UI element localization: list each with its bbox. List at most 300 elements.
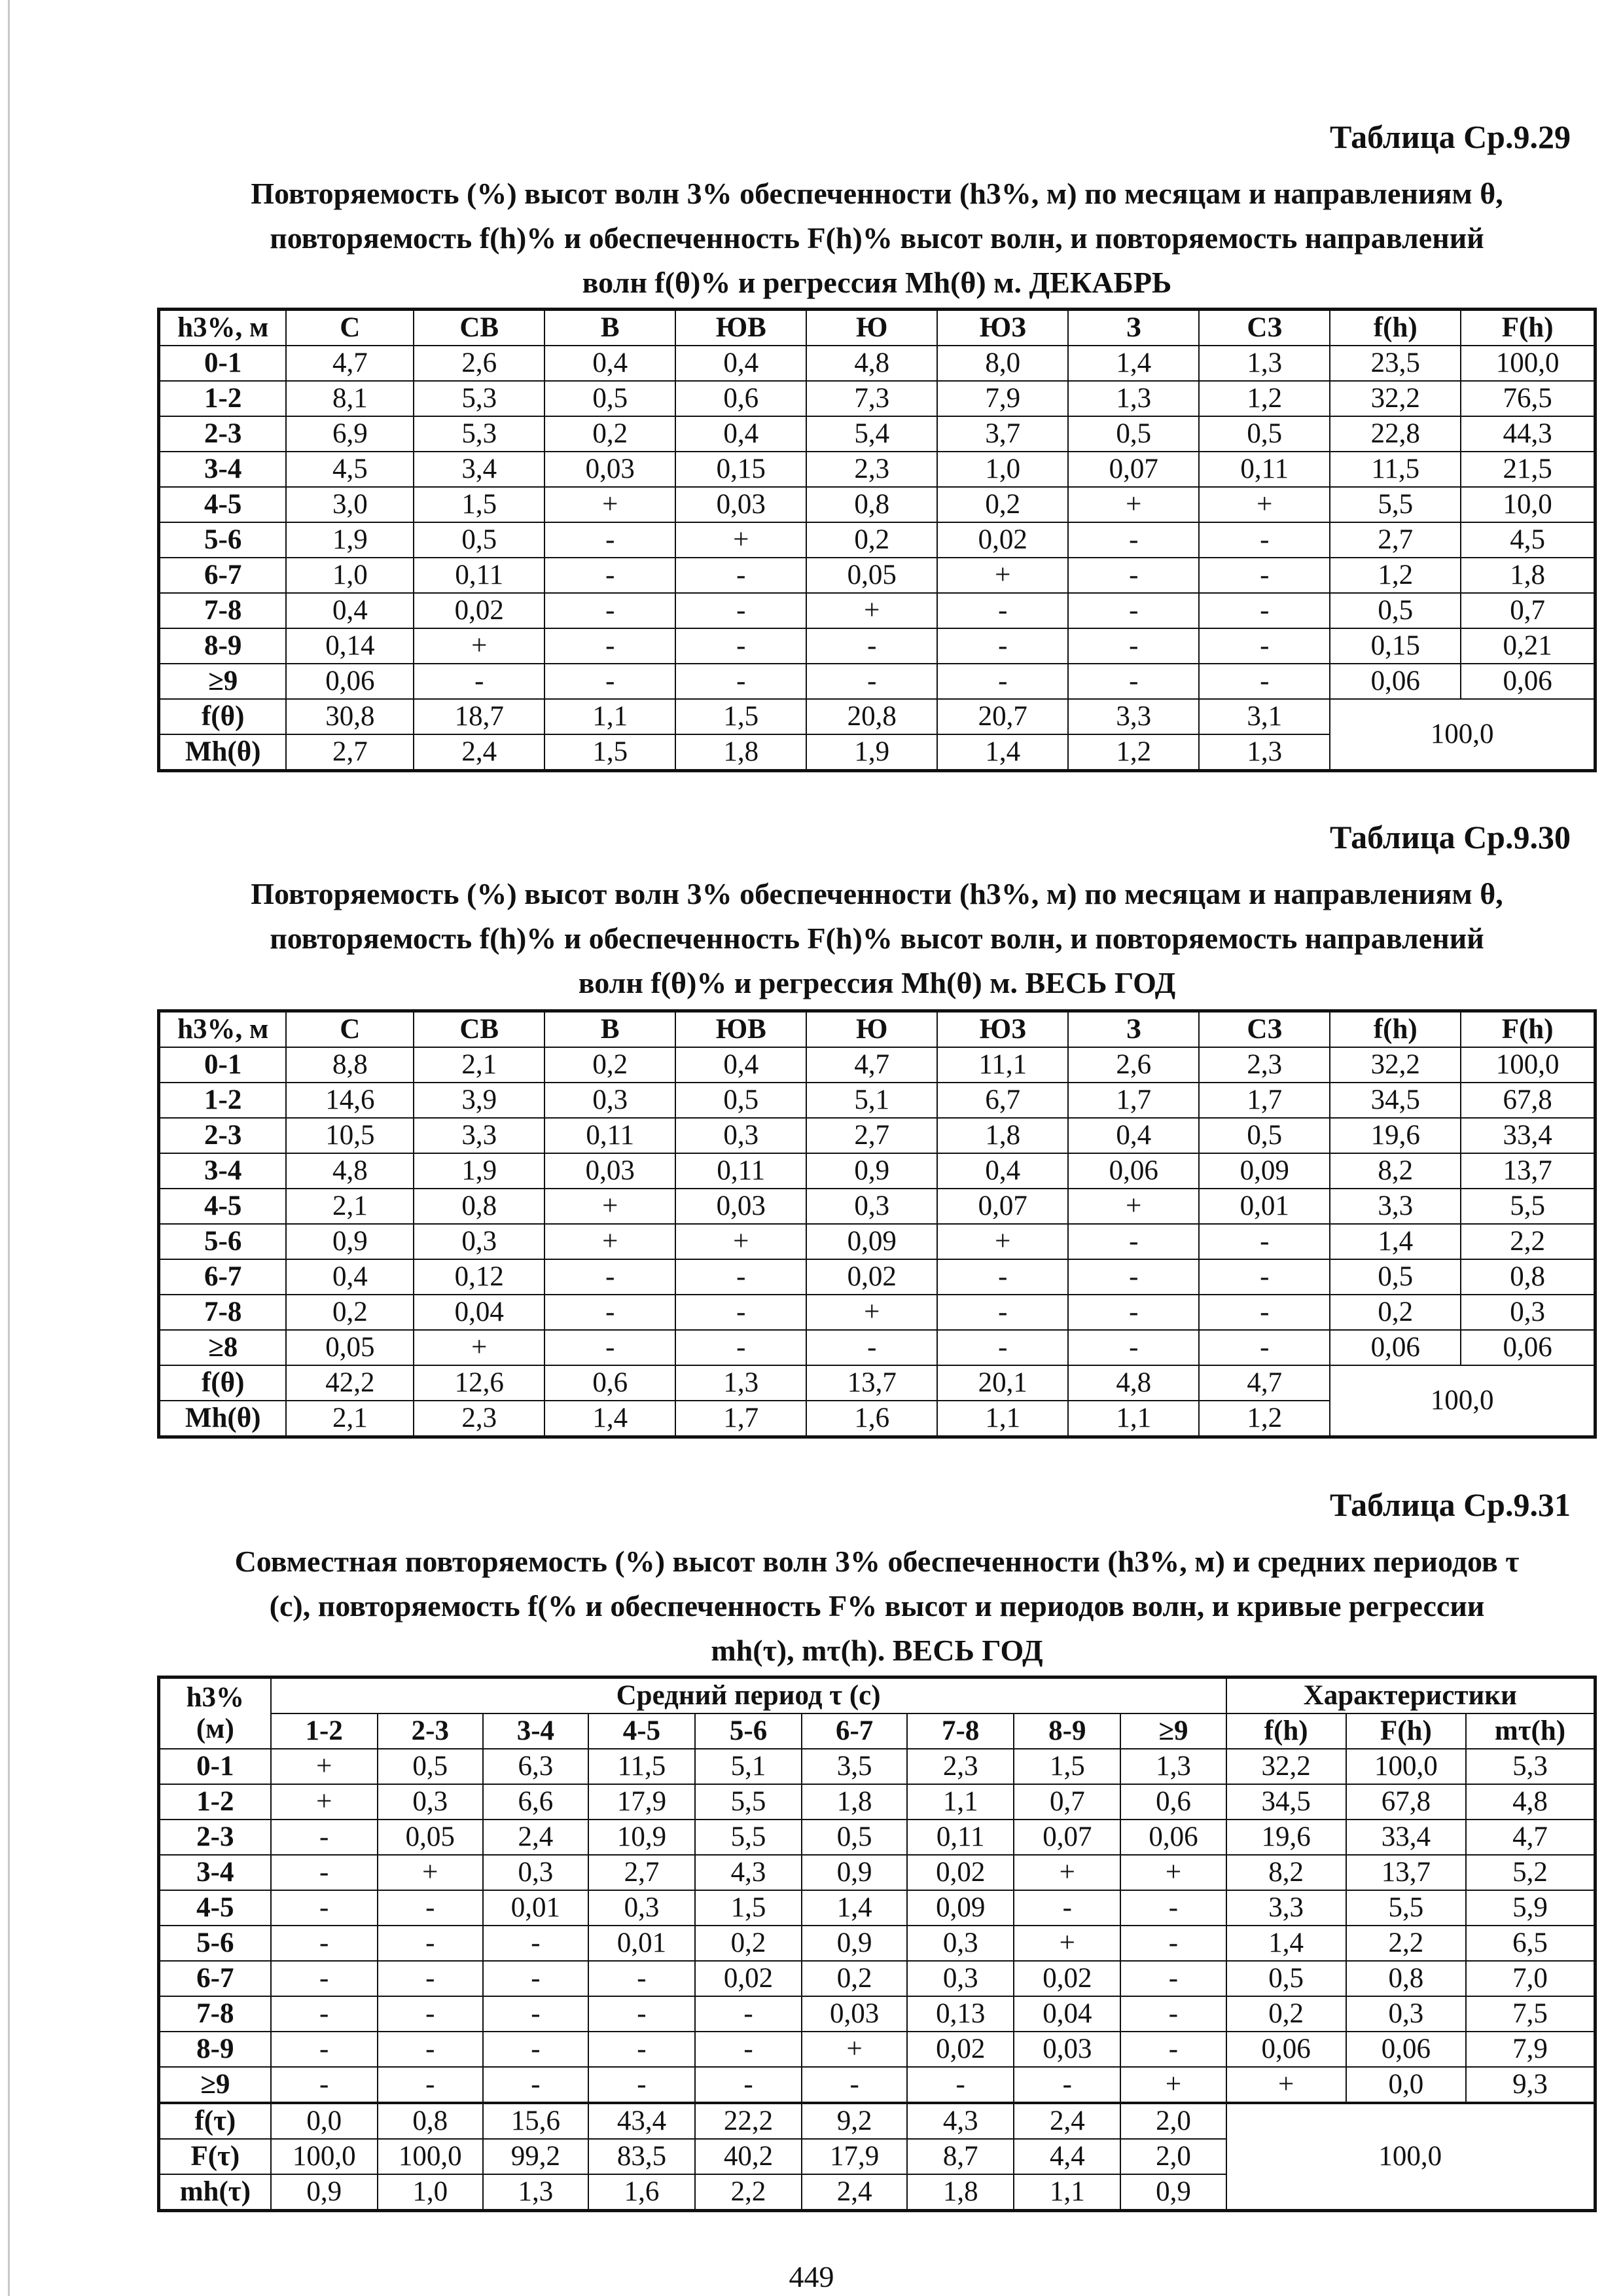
column-header: СЗ [1199,1011,1330,1048]
table-cell: 8,1 [286,381,414,416]
row-header: 4-5 [159,1189,287,1224]
table-cell: 20,7 [937,699,1068,734]
table-cell: 4,8 [806,346,937,381]
table-row [159,452,1596,487]
table-cell: 2,4 [802,2174,907,2211]
caption-line: волн f(θ)% и регрессия Mh(θ) м. ВЕСЬ ГОД [578,966,1176,999]
table-cell: - [588,2067,695,2103]
table-row [159,346,1596,381]
table-cell: - [675,664,806,699]
table-cell: - [271,1926,378,1961]
table-cell: - [483,1961,588,1996]
table-cell: 23,5 [1330,346,1461,381]
table-cell: 7,9 [1466,2032,1596,2067]
table-cell: 0,03 [544,452,675,487]
table-cell: 1,5 [414,487,544,522]
table-cell: + [1199,487,1330,522]
caption-line: Повторяемость (%) высот волн 3% обеспеченности (h3%, м) по месяцам и направлениям θ, [251,177,1503,210]
row-header: ≥8 [159,1330,287,1365]
table-cell: 1,2 [1068,734,1199,771]
table-cell: 5,9 [1466,1890,1596,1926]
table-cell: 4,3 [907,2103,1014,2139]
row-header: 2-3 [159,416,287,452]
table-cell: 1,2 [1199,381,1330,416]
table-row [159,1749,1596,1784]
table-cell: 83,5 [588,2139,695,2174]
table-cell: - [378,1890,483,1926]
table-row [159,416,1596,452]
table-cell: 2,6 [414,346,544,381]
table-cell: 0,9 [802,1855,907,1890]
table-cell: - [1068,522,1199,558]
corner-line-2: (м) [196,1713,234,1744]
table-cell: 0,3 [588,1890,695,1926]
table-row [159,1784,1596,1820]
table-cell: 0,2 [937,487,1068,522]
table-31-corner-header [159,1677,271,1749]
table-cell: - [271,2067,378,2103]
table-cell: 1,1 [544,699,675,734]
table-cell: 3,7 [937,416,1068,452]
caption-line: повторяемость f(h)% и обеспеченность F(h)% высот волн, и повторяемость направлений [270,221,1484,255]
table-cell: 76,5 [1461,381,1595,416]
table-cell: 1,1 [937,1401,1068,1437]
row-header: 8-9 [159,2032,271,2067]
table-cell: - [1120,2032,1226,2067]
table-cell: 0,2 [286,1295,414,1330]
table-cell: 2,7 [806,1118,937,1153]
table-cell: 0,05 [286,1330,414,1365]
table-cell: 100,0 [378,2139,483,2174]
table-cell: 0,06 [1226,2032,1346,2067]
column-header: СВ [414,310,544,346]
table-row [159,1189,1596,1224]
table-cell: 22,2 [695,2103,802,2139]
table-30-label: Таблица Ср.9.30 [1330,819,1571,855]
table-cell: 1,3 [1068,381,1199,416]
table-cell: - [271,2032,378,2067]
table-cell: 0,02 [907,1855,1014,1890]
table-cell: 0,03 [1014,2032,1120,2067]
table-cell: 0,4 [286,593,414,628]
table-cell: 0,12 [414,1259,544,1295]
column-header: f(h) [1226,1713,1346,1749]
table-row [159,1820,1596,1855]
table-cell: + [544,1189,675,1224]
total-cell: 100,0 [1226,2103,1596,2211]
table-31 [157,1676,1597,2212]
table-row [159,1890,1596,1926]
table-cell: 4,7 [1466,1820,1596,1855]
table-cell: 8,2 [1226,1855,1346,1890]
table-cell: 4,4 [1014,2139,1120,2174]
table-cell: 0,3 [907,1926,1014,1961]
table-cell: - [1120,1996,1226,2032]
table-29-label: Таблица Ср.9.29 [1330,118,1571,155]
table-cell: 3,3 [1226,1890,1346,1926]
table-cell: 19,6 [1330,1118,1461,1153]
row-header: F(τ) [159,2139,271,2174]
table-cell: 1,9 [286,522,414,558]
table-cell: 4,7 [1199,1365,1330,1401]
table-cell: 0,11 [544,1118,675,1153]
table-cell: + [806,593,937,628]
row-header: f(θ) [159,699,287,734]
table-cell: 0,4 [1068,1118,1199,1153]
table-cell: - [675,628,806,664]
table-cell: - [271,1996,378,2032]
table-cell: 2,1 [286,1401,414,1437]
table-cell: 5,1 [806,1083,937,1118]
table-cell: 0,0 [271,2103,378,2139]
table-cell: 0,9 [1120,2174,1226,2211]
table-cell: 1,5 [1014,1749,1120,1784]
table-cell: 3,3 [414,1118,544,1153]
table-cell: + [937,1224,1068,1259]
row-header: 1-2 [159,1784,271,1820]
table-cell: 2,3 [806,452,937,487]
table-cell: 0,5 [414,522,544,558]
table-cell: 0,04 [1014,1996,1120,2032]
column-header: ЮЗ [937,310,1068,346]
table-cell: - [378,2032,483,2067]
row-header: 5-6 [159,522,287,558]
row-header: 6-7 [159,1961,271,1996]
scan-edge-line [8,0,10,2296]
table-cell: 13,7 [806,1365,937,1401]
column-header: f(h) [1330,1011,1461,1048]
table-cell: 0,8 [806,487,937,522]
table-cell: 14,6 [286,1083,414,1118]
table-cell: - [1120,1961,1226,1996]
table-cell: 1,4 [937,734,1068,771]
row-header: 6-7 [159,1259,287,1295]
table-cell: 3,3 [1068,699,1199,734]
table-cell: 6,6 [483,1784,588,1820]
table-cell: - [907,2067,1014,2103]
table-cell: - [544,1330,675,1365]
column-header: С [286,1011,414,1048]
column-header: 2-3 [378,1713,483,1749]
table-cell: 1,8 [907,2174,1014,2211]
table-row [159,1926,1596,1961]
table-cell: + [1014,1926,1120,1961]
table-cell: 1,1 [1068,1401,1199,1437]
column-header: h3%, м [159,310,287,346]
caption-line: волн f(θ)% и регрессия Mh(θ) м. ДЕКАБРЬ [582,266,1172,299]
row-header: 3-4 [159,1153,287,1189]
table-cell: 1,0 [937,452,1068,487]
row-header: 0-1 [159,1047,287,1083]
table-cell: 0,05 [806,558,937,593]
table-cell: - [271,1890,378,1926]
table-cell: - [271,1855,378,1890]
table-cell: - [544,558,675,593]
column-header: СЗ [1199,310,1330,346]
table-cell: 1,4 [1330,1224,1461,1259]
column-header: ЮВ [675,310,806,346]
table-cell: - [802,2067,907,2103]
table-cell: 4,5 [1461,522,1595,558]
table-row [159,664,1596,699]
table-cell: 0,02 [937,522,1068,558]
frequency-row [159,1365,1596,1401]
table-cell: 0,3 [1346,1996,1466,2032]
table-cell: - [483,1926,588,1961]
table-cell: 3,3 [1330,1189,1461,1224]
table-cell: 67,8 [1461,1083,1595,1118]
table-cell: 4,8 [1068,1365,1199,1401]
table-row [159,1295,1596,1330]
column-header: mτ(h) [1466,1713,1596,1749]
table-cell: 0,02 [414,593,544,628]
table-cell: - [544,1259,675,1295]
table-cell: 0,06 [1330,1330,1461,1365]
table-cell: 13,7 [1346,1855,1466,1890]
table-cell: - [588,1961,695,1996]
table-cell: - [1199,1224,1330,1259]
table-cell: + [271,1749,378,1784]
table-cell: 67,8 [1346,1784,1466,1820]
table-cell: - [544,628,675,664]
table-cell: + [1068,1189,1199,1224]
table-cell: 4,3 [695,1855,802,1890]
column-header: ≥9 [1120,1713,1226,1749]
table-row [159,1224,1596,1259]
table-cell: 0,3 [414,1224,544,1259]
table-cell: 13,7 [1461,1153,1595,1189]
table-cell: 0,02 [806,1259,937,1295]
table-cell: 0,06 [1330,664,1461,699]
table-cell: 1,1 [1014,2174,1120,2211]
table-cell: + [378,1855,483,1890]
table-31-caption [157,1539,1597,1673]
row-header: Mh(θ) [159,734,287,771]
table-cell: + [1068,487,1199,522]
table-cell: 5,4 [806,416,937,452]
table-cell: 1,6 [588,2174,695,2211]
table-cell: - [271,1961,378,1996]
column-header: ЮВ [675,1011,806,1048]
table-row [159,381,1596,416]
table-cell: 33,4 [1461,1118,1595,1153]
row-header: 5-6 [159,1926,271,1961]
table-cell: 0,8 [378,2103,483,2139]
table-cell: 1,6 [806,1401,937,1437]
table-cell: 100,0 [1461,346,1595,381]
table-cell: 0,5 [378,1749,483,1784]
table-cell: 3,1 [1199,699,1330,734]
row-header: 8-9 [159,628,287,664]
table-cell: 0,9 [271,2174,378,2211]
table-cell: + [802,2032,907,2067]
table-cell: - [544,593,675,628]
table-row [159,593,1596,628]
row-header: 4-5 [159,1890,271,1926]
table-cell: 22,8 [1330,416,1461,452]
table-cell: - [1068,593,1199,628]
table-cell: 5,3 [414,381,544,416]
table-cell: 8,7 [907,2139,1014,2174]
table-cell: 0,21 [1461,628,1595,664]
table-cell: 4,8 [286,1153,414,1189]
table-cell: - [1068,558,1199,593]
table-cell: 1,7 [1199,1083,1330,1118]
table-cell: 15,6 [483,2103,588,2139]
column-header: 3-4 [483,1713,588,1749]
table-cell: 0,8 [1346,1961,1466,1996]
row-header: 2-3 [159,1820,271,1855]
column-header: f(h) [1330,310,1461,346]
table-row [159,558,1596,593]
table-cell: 4,8 [1466,1784,1596,1820]
table-cell: 10,9 [588,1820,695,1855]
table-cell: 0,11 [1199,452,1330,487]
table-cell: 0,05 [378,1820,483,1855]
table-cell: 0,5 [1330,1259,1461,1295]
table-cell: 0,13 [907,1996,1014,2032]
table-29-caption [157,171,1597,305]
table-cell: 3,9 [414,1083,544,1118]
table-cell: 2,7 [286,734,414,771]
row-header: 6-7 [159,558,287,593]
table-cell: 43,4 [588,2103,695,2139]
characteristics-group-header: Характеристики [1226,1677,1596,1714]
table-cell: 0,2 [1226,1996,1346,2032]
table-cell: 0,8 [414,1189,544,1224]
table-29 [157,308,1597,772]
table-cell: 1,1 [907,1784,1014,1820]
table-cell: 0,9 [806,1153,937,1189]
row-header: 0-1 [159,1749,271,1784]
table-cell: 0,06 [1120,1820,1226,1855]
table-cell: 0,03 [675,1189,806,1224]
table-cell: 9,2 [802,2103,907,2139]
table-cell: 32,2 [1330,1047,1461,1083]
table-cell: - [695,2032,802,2067]
table-row [159,1153,1596,1189]
row-header: 7-8 [159,1295,287,1330]
table-cell: 0,09 [806,1224,937,1259]
table-cell: - [378,2067,483,2103]
table-cell: 0,6 [1120,1784,1226,1820]
table-cell: 1,5 [695,1890,802,1926]
table-row [159,1047,1596,1083]
table-cell: - [1120,1890,1226,1926]
table-cell: + [1014,1855,1120,1890]
table-cell: 5,2 [1466,1855,1596,1890]
table-cell: - [937,664,1068,699]
table-cell: 0,04 [414,1295,544,1330]
table-cell: - [483,2032,588,2067]
table-cell: - [1199,558,1330,593]
table-cell: 4,7 [806,1047,937,1083]
table-row [159,1996,1596,2032]
table-cell: 0,02 [907,2032,1014,2067]
table-cell: 0,3 [806,1189,937,1224]
table-cell: 0,3 [483,1855,588,1890]
total-cell: 100,0 [1330,699,1595,771]
table-cell: 20,1 [937,1365,1068,1401]
table-cell: 0,5 [1199,1118,1330,1153]
table-row [159,1083,1596,1118]
table-cell: 0,2 [544,416,675,452]
table-cell: 0,5 [1330,593,1461,628]
table-cell: 0,07 [1014,1820,1120,1855]
table-cell: 33,4 [1346,1820,1466,1855]
table-cell: - [1199,1295,1330,1330]
table-cell: + [675,1224,806,1259]
table-cell: 2,2 [1461,1224,1595,1259]
column-header: В [544,1011,675,1048]
table-cell: 0,4 [544,346,675,381]
table-cell: 5,5 [1346,1890,1466,1926]
table-cell: 1,0 [378,2174,483,2211]
table-cell: - [1199,1259,1330,1295]
table-cell: 2,3 [414,1401,544,1437]
caption-line: Совместная повторяемость (%) высот волн 3% обеспеченности (h3%, м) и средних периодов τ [234,1545,1520,1578]
table-cell: 0,9 [802,1926,907,1961]
total-cell: 100,0 [1330,1365,1595,1437]
column-header: Ю [806,1011,937,1048]
table-cell: 0,06 [1461,1330,1595,1365]
table-cell: - [1014,2067,1120,2103]
table-cell: 21,5 [1461,452,1595,487]
table-cell: 6,7 [937,1083,1068,1118]
table-cell: - [937,1295,1068,1330]
row-header: ≥9 [159,664,287,699]
row-header: 0-1 [159,346,287,381]
table-cell: 1,0 [286,558,414,593]
table-cell: 1,4 [1068,346,1199,381]
table-row [159,2032,1596,2067]
table-cell: - [1199,1330,1330,1365]
table-cell: 5,5 [695,1784,802,1820]
row-header: 3-4 [159,1855,271,1890]
table-cell: - [483,2067,588,2103]
table-cell: 1,4 [802,1890,907,1926]
table-cell: - [588,1996,695,2032]
table-cell: 8,2 [1330,1153,1461,1189]
table-cell: 0,01 [1199,1189,1330,1224]
table-cell: 2,1 [286,1189,414,1224]
table-cell: 0,01 [588,1926,695,1961]
table-cell: - [675,558,806,593]
table-cell: 1,2 [1330,558,1461,593]
table-cell: 0,03 [675,487,806,522]
table-cell: 3,0 [286,487,414,522]
table-cell: 10,0 [1461,487,1595,522]
column-header: F(h) [1346,1713,1466,1749]
table-31-label: Таблица Ср.9.31 [1330,1486,1571,1523]
table-cell: 0,5 [1199,416,1330,452]
table-cell: + [1120,2067,1226,2103]
table-cell: 1,3 [1199,346,1330,381]
table-row [159,1855,1596,1890]
table-cell: 0,7 [1461,593,1595,628]
table-cell: 1,9 [806,734,937,771]
table-cell: 6,9 [286,416,414,452]
table-cell: - [937,1259,1068,1295]
table-cell: 2,7 [588,1855,695,1890]
table-cell: - [1068,1224,1199,1259]
table-cell: + [937,558,1068,593]
page-number: 449 [789,2260,834,2293]
table-cell: 0,03 [544,1153,675,1189]
row-header: f(θ) [159,1365,287,1401]
table-cell: 8,0 [937,346,1068,381]
column-header: З [1068,1011,1199,1048]
